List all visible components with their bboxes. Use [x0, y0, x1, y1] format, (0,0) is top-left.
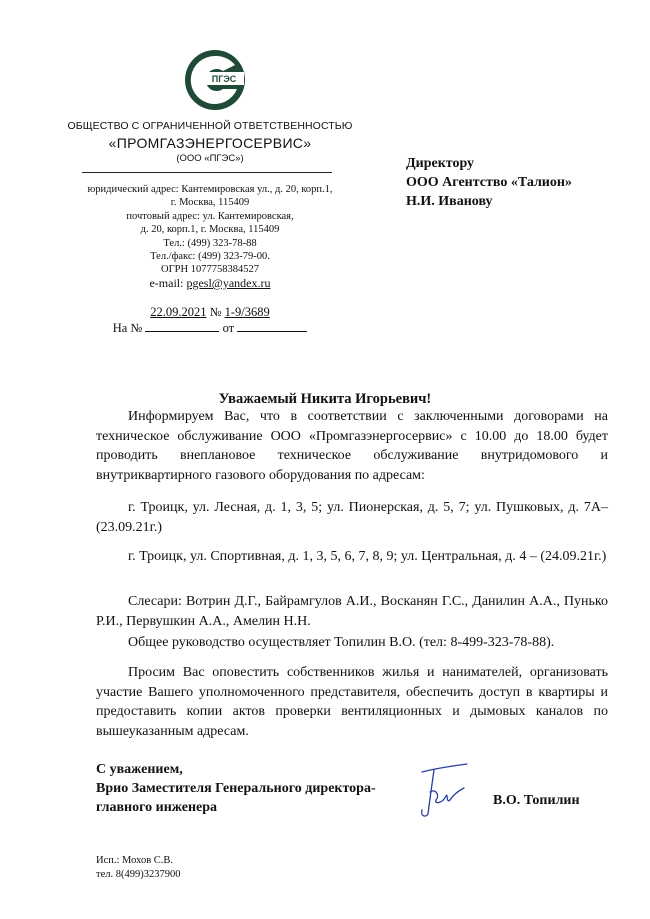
ref-label: На №: [112, 321, 143, 335]
executor-phone: тел. 8(499)3237900: [96, 869, 181, 880]
paragraph-request: Просим Вас оповестить собственников жилья и нанимателей, организовать участие Вашего уполномоченного представителя, обеспечить доступ в квартиры и предоставить копии актов проверки вентиляционных и дымовых каналов по вышеуказанным адресам.: [96, 665, 608, 739]
number-label: №: [209, 305, 222, 319]
email-link[interactable]: pgesl@yandex.ru: [186, 275, 271, 290]
closing-position: Врио Заместителя Генерального директора-: [96, 781, 376, 796]
ref-date-blank: [237, 321, 307, 332]
address-line: Тел.: (499) 323-78-88: [163, 237, 257, 249]
address-line: г. Москва, 115409: [170, 197, 250, 209]
recipient-title: Директору: [406, 156, 475, 171]
handwritten-signature: [412, 760, 492, 820]
email-label: e-mail:: [149, 275, 187, 290]
paragraph-fitters: Слесари: Вотрин Д.Г., Байрамгулов А.И., Восканян Г.С., Данилин А.А., Пунько Р.И., Первушкин А.А., Амелин Н.Н.: [96, 594, 608, 629]
logo-text: ПГЭС: [211, 74, 237, 84]
salutation: Уважаемый Никита Игорьевич!: [218, 391, 432, 407]
letter-date-number: [60, 305, 360, 320]
executor-name: Исп.: Мохов С.В.: [96, 855, 174, 866]
recipient-org: ООО Агентство «Талион»: [406, 175, 572, 190]
address-line: ОГРН 1077758384527: [161, 264, 259, 276]
address-line: юридический адрес: Кантемировская ул., д. 20, корп.1,: [87, 184, 333, 195]
signer-name: В.О. Топилин: [493, 793, 580, 808]
closing-position-cont: главного инженера: [96, 800, 218, 815]
address-line: почтовый адрес: ул. Кантемировская,: [126, 210, 294, 222]
paragraph-supervisor: Общее руководство осуществляет Топилин В.О. (тел: 8-499-323-78-88).: [128, 635, 555, 650]
header-divider: [82, 172, 332, 173]
reference-line: [60, 321, 360, 336]
letter-number: 1-9/3689: [224, 305, 270, 319]
address-line: Тел./факс: (499) 323-79-00.: [150, 251, 270, 263]
company-logo: [180, 45, 250, 115]
email-line: [60, 277, 360, 290]
paragraph-address-2: г. Троицк, ул. Спортивная, д. 1, 3, 5, 6, 7, 8, 9; ул. Центральная, д. 4 – (24.09.21г.): [128, 549, 607, 564]
closing-regards: С уважением,: [96, 762, 183, 777]
org-address-block: [60, 183, 360, 290]
ref-from-label: от: [222, 321, 235, 335]
paragraph-address-1: г. Троицк, ул. Лесная, д. 1, 3, 5; ул. Пионерская, д. 5, 7; ул. Пушковых, д. 7А– (23.09.21г.): [96, 500, 608, 535]
address-line: д. 20, корп.1, г. Москва, 115409: [140, 224, 280, 236]
paragraph-intro: Информируем Вас, что в соответствии с заключенными договорами на техническое обслуживание ООО «Промгазэнергосервис» с 10.00 до 18.00 будет проводить внеплановое техническое обслуживание внутридомового и внутриквартирного газового оборудования по адресам:: [96, 409, 608, 483]
recipient-block: [406, 154, 572, 211]
letter-date: 22.09.2021: [150, 305, 207, 319]
closing-block: [96, 760, 376, 817]
executor-block: [96, 854, 180, 882]
org-short-name: (ООО «ПГЭС»): [176, 153, 244, 164]
org-name: «ПРОМГАЗЭНЕРГОСЕРВИС»: [108, 135, 312, 151]
recipient-name: Н.И. Иванову: [406, 194, 493, 209]
org-legal-form: ОБЩЕСТВО С ОГРАНИЧЕННОЙ ОТВЕТСТВЕННОСТЬЮ: [67, 120, 353, 132]
ref-number-blank: [145, 321, 219, 332]
